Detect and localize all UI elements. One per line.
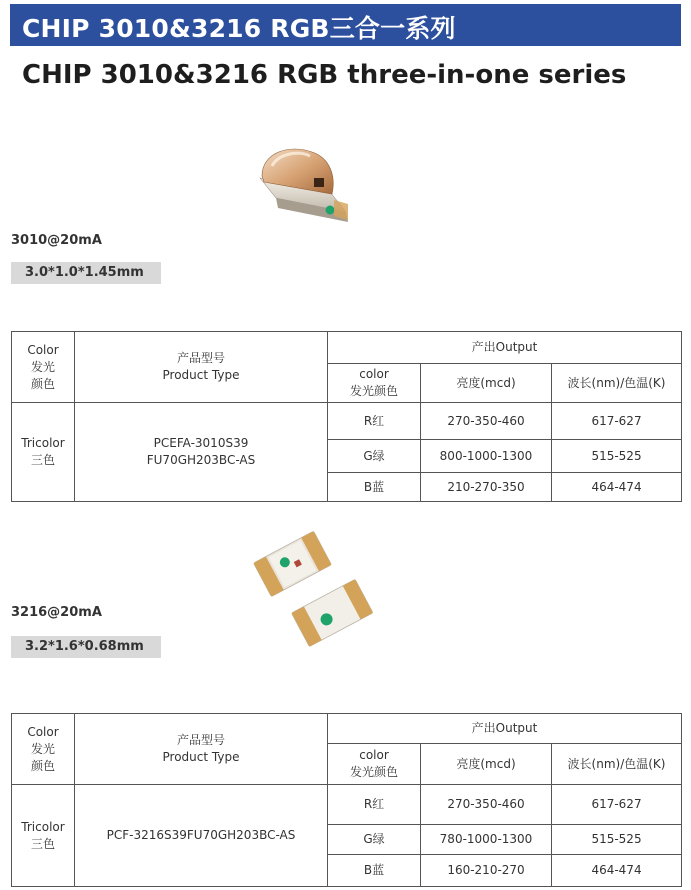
row-color: R红 bbox=[328, 403, 421, 440]
dimension-text-3010: 3.0*1.0*1.45mm bbox=[25, 265, 144, 280]
header-sub-color: color 发光颜色 bbox=[328, 364, 421, 403]
led-3216-image bbox=[250, 525, 375, 650]
row-color: G绿 bbox=[328, 825, 421, 855]
header-brightness: 亮度(mcd) bbox=[421, 744, 552, 785]
spec-table-3010 bbox=[11, 331, 682, 502]
title-en: CHIP 3010&3216 RGB three-in-one series bbox=[22, 60, 627, 90]
row-brightness: 210-270-350 bbox=[421, 473, 552, 502]
header-brightness: 亮度(mcd) bbox=[421, 364, 552, 403]
header-wavelength: 波长(nm)/色温(K) bbox=[552, 744, 682, 785]
color-cell: Tricolor 三色 bbox=[12, 403, 75, 502]
header-color: Color 发光 颜色 bbox=[12, 332, 75, 403]
row-wavelength: 617-627 bbox=[552, 785, 682, 825]
row-brightness: 270-350-460 bbox=[421, 785, 552, 825]
row-brightness: 800-1000-1300 bbox=[421, 440, 552, 473]
row-color: G绿 bbox=[328, 440, 421, 473]
dimension-text-3216: 3.2*1.6*0.68mm bbox=[25, 639, 144, 654]
row-wavelength: 617-627 bbox=[552, 403, 682, 440]
header-wavelength: 波长(nm)/色温(K) bbox=[552, 364, 682, 403]
row-brightness: 780-1000-1300 bbox=[421, 825, 552, 855]
product-type-cell: PCF-3216S39FU70GH203BC-AS bbox=[75, 785, 328, 887]
row-color: B蓝 bbox=[328, 855, 421, 887]
header-product-type: 产品型号 Product Type bbox=[75, 714, 328, 785]
row-wavelength: 515-525 bbox=[552, 825, 682, 855]
table-row bbox=[12, 403, 682, 440]
header-sub-color: color 发光颜色 bbox=[328, 744, 421, 785]
table-row bbox=[12, 785, 682, 825]
spec-table-3216 bbox=[11, 713, 682, 887]
row-brightness: 160-210-270 bbox=[421, 855, 552, 887]
dimension-badge-3010 bbox=[11, 262, 161, 284]
header-output: 产出Output bbox=[328, 332, 682, 364]
header-product-type: 产品型号 Product Type bbox=[75, 332, 328, 403]
row-wavelength: 515-525 bbox=[552, 440, 682, 473]
row-color: R红 bbox=[328, 785, 421, 825]
header-output: 产出Output bbox=[328, 714, 682, 744]
led-3010-image bbox=[250, 140, 362, 230]
title-banner bbox=[10, 4, 681, 46]
row-wavelength: 464-474 bbox=[552, 473, 682, 502]
product-type-cell: PCEFA-3010S39 FU70GH203BC-AS bbox=[75, 403, 328, 502]
spec-current-3010: 3010@20mA bbox=[11, 233, 102, 248]
spec-current-3216: 3216@20mA bbox=[11, 605, 102, 620]
row-brightness: 270-350-460 bbox=[421, 403, 552, 440]
title-cn: CHIP 3010&3216 RGB三合一系列 bbox=[22, 14, 456, 43]
color-cell: Tricolor 三色 bbox=[12, 785, 75, 887]
header-color: Color 发光 颜色 bbox=[12, 714, 75, 785]
row-color: B蓝 bbox=[328, 473, 421, 502]
dimension-badge-3216 bbox=[11, 636, 161, 658]
row-wavelength: 464-474 bbox=[552, 855, 682, 887]
